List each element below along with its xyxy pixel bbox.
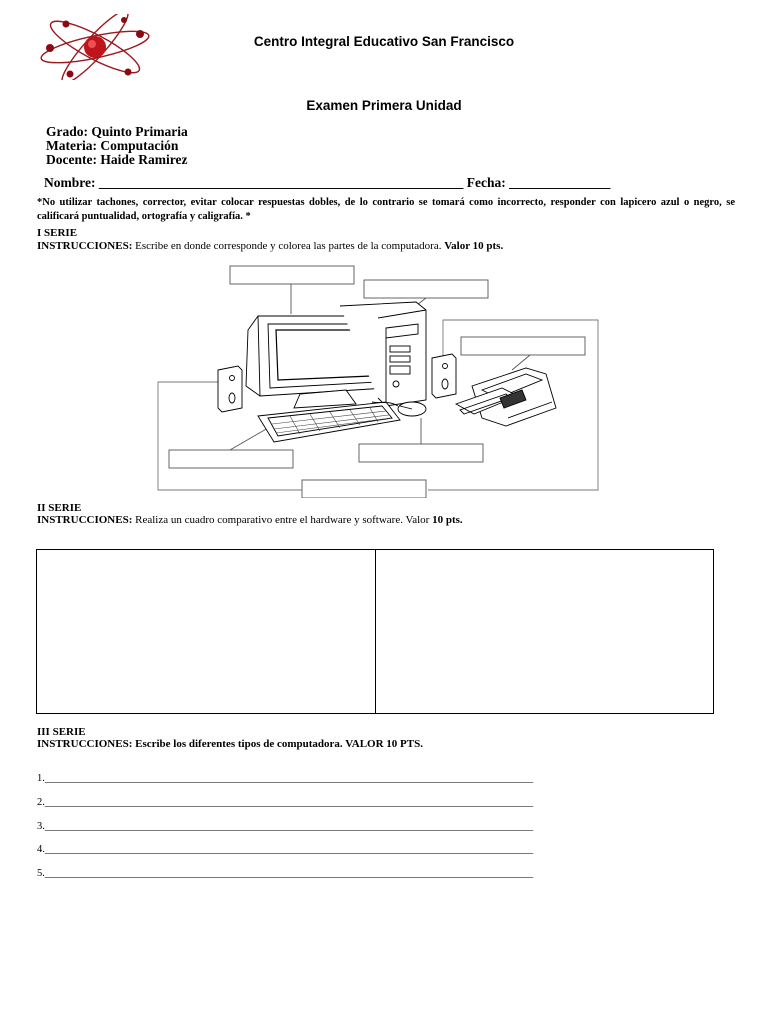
serie-3-instructions <box>37 738 423 750</box>
hardware-cell[interactable] <box>37 550 375 713</box>
instructions-text: Escribe los diferentes tipos de computadora. VALOR 10 PTS. <box>132 738 423 750</box>
software-cell[interactable] <box>375 550 714 713</box>
instructions-label: INSTRUCCIONES: <box>37 514 133 526</box>
answer-line-2[interactable]: 2._____________________________________________________________________________________________ <box>37 797 534 808</box>
school-name: Centro Integral Educativo San Francisco <box>253 34 515 49</box>
instructions-value: Valor 10 pts. <box>444 240 504 252</box>
label-box-keyboard[interactable] <box>169 450 293 468</box>
label-box-mouse[interactable] <box>359 444 483 462</box>
subject-line: Materia: Computación <box>46 138 179 153</box>
instructions-text: Realiza un cuadro comparativo entre el hardware y software. Valor <box>132 514 433 526</box>
date-label: Fecha: <box>466 175 506 190</box>
exam-warning: *No utilizar tachones, corrector, evitar colocar respuestas dobles, de lo contrario se tomará como incorrecto, responder con lapicero azul o negro, se calificará puntualidad, ortografía y caligrafía. * <box>37 197 735 222</box>
serie-1-title: I SERIE <box>37 227 78 239</box>
serie-2-instructions <box>37 514 463 526</box>
serie-3-title: III SERIE <box>37 726 86 738</box>
serie-1-instructions <box>37 240 503 252</box>
label-box-monitor[interactable] <box>230 266 354 284</box>
comparison-table <box>36 549 714 714</box>
instructions-label: INSTRUCCIONES: <box>37 738 133 750</box>
answer-line-4[interactable]: 4._____________________________________________________________________________________________ <box>37 844 534 855</box>
teacher-line: Docente: Haide Ramirez <box>46 152 188 167</box>
instructions-value: 10 pts. <box>432 514 463 526</box>
label-box-printer[interactable] <box>461 337 585 355</box>
name-field[interactable]: ______________________________________________________ <box>98 175 464 190</box>
student-info-row <box>44 175 610 191</box>
label-box-cpu[interactable] <box>364 280 488 298</box>
instructions-label: INSTRUCCIONES: <box>37 240 133 252</box>
name-label: Nombre: <box>44 175 96 190</box>
exam-title: Examen Primera Unidad <box>306 98 462 113</box>
label-box-speakers[interactable] <box>302 480 426 498</box>
answer-line-5[interactable]: 5._____________________________________________________________________________________________ <box>37 868 534 879</box>
instructions-text: Escribe en donde corresponde y colorea las partes de la computadora. <box>132 240 445 252</box>
computer-parts-diagram <box>150 258 610 498</box>
answer-line-3[interactable]: 3._____________________________________________________________________________________________ <box>37 821 534 832</box>
grade-line: Grado: Quinto Primaria <box>46 124 188 139</box>
date-field[interactable]: _______________ <box>509 175 611 190</box>
answer-line-1[interactable]: 1._____________________________________________________________________________________________ <box>37 773 534 784</box>
serie-2-title: II SERIE <box>37 502 82 514</box>
